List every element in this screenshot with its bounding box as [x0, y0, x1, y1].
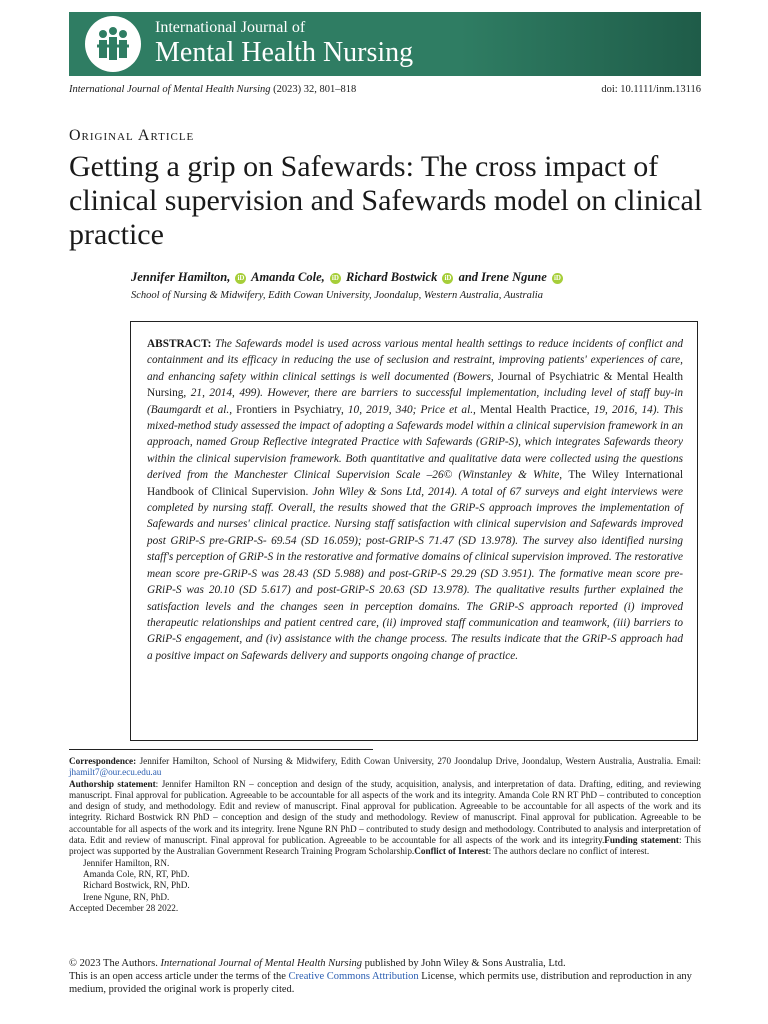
banner-texture [461, 12, 701, 76]
authorship-text: : Jennifer Hamilton RN – conception and design of the study, acquisition, analysis, and interpretation of data. Drafting, editing, and reviewing manuscript. Final approval for publication. Agreeable to be accountable for all aspects of the work and its integrity. Amanda Cole RN RT PhD – contributed to conception and design of study, and methodology. Edit and review of manuscript. Final approval for publication. Agreeable to be accountable for all aspects of the work and its integrity. Richard Bostwick RN PhD – conception and design of the study and methodology. Review of manuscript. Final approval for publication. Agreeable to be accountable for all aspects of the work and its integrity. Irene Ngune RN PhD – contributed to study design and methodology. Contributed to analysis and interpretation of data. Edit and review of manuscript. Final approval for publication. Agreeable to be accountable for all aspects of the work and its integrity. [69, 778, 701, 846]
abstract-text: John Wiley & Sons Ltd, 2014). A total of 67 surveys and eight interviews were completed by nursing staff. Overall, the results showed that the GRiP-S approach improves the implementation of Safewards and nurses' clinical practice. Nursing staff satisfaction with clinical supervision and Safewards improved post GRiP-S pre-GRIP-S- 69.54 (SD 16.059); post-GRIP-S 71.47 (SD 13.978). The survey also identified nursing staff's perception of GRiP-S in the restorative and formative domains of clinical supervision improved. The restorative mean score pre-GRiP-S was 28.43 (SD 5.988) and post-GRiP-S 29.29 (SD 3.951). The formative mean score pre-GRiP-S was 20.10 (SD 5.617) and post-GRiP-S 20.63 (SD 13.978). The qualitative results further explained the satisfaction levels and the changes seen in perception domains. The GRiP-S approach reported (i) improved therapeutic relationships and patient centred care, (ii) improved staff communication and teamwork, (iii) barriers to GRiP-S engagement, and (iv) assistance with the change process. The results indicate that the GRiP-S approach had a positive impact on Safewards delivery and supports ongoing change of practice. [147, 485, 684, 662]
abstract-text: 19, 2016, 14). This mixed-method study assessed the impact of adopting a Safewards model within a clinical supervision framework in an approach, named Group Reflective integrated Practice with Safewards (GRiP-S), which integrates Safewards theory within the clinical supervision framework. Both quantitative and qualitative data were collected using the questions derived from the Manchester Clinical Supervision Scale –26© (Winstanley & White, [147, 403, 683, 482]
citation-journal: International Journal of Mental Health Nursing [69, 84, 271, 95]
license-text-post: License, which permits use, distribution and reproduction in any medium, provided the original work is properly cited. [69, 971, 692, 995]
license-line [69, 970, 701, 996]
credit-line: Irene Ngune, RN, PhD. [83, 891, 170, 902]
orcid-icon[interactable]: iD [444, 273, 452, 282]
conflict-text: : The authors declare no conflict of interest. [488, 846, 650, 857]
copyright-line [69, 957, 701, 970]
author-name[interactable]: Jennifer Hamilton, [131, 270, 231, 284]
license-text-pre: This is an open access article under the terms of the [69, 971, 289, 982]
abstract-label: ABSTRACT: [147, 338, 212, 350]
correspondence-note [69, 756, 701, 779]
license-block [69, 957, 701, 996]
journal-name-line2: Mental Health Nursing [155, 37, 414, 68]
copyright-journal: International Journal of Mental Health Nursing [160, 958, 363, 969]
footnote-divider [69, 749, 373, 750]
credit-line: Jennifer Hamilton, RN. [83, 857, 170, 868]
orcid-icon[interactable]: iD [331, 273, 339, 282]
abstract-text: 10, 2019, 340; Price et al., [343, 403, 480, 416]
author-name[interactable]: Amanda Cole, [251, 270, 325, 284]
author-name[interactable]: Richard Bostwick [346, 270, 438, 284]
funding-text: : This project was supported by the Australian Government Research Training Program Scholarship. [69, 835, 701, 857]
affiliation: School of Nursing & Midwifery, Edith Cowan University, Joondalup, Western Australia, Australia [131, 290, 543, 301]
citation [69, 84, 356, 95]
article-title: Getting a grip on Safewards: The cross impact of clinical supervision and Safewards model on clinical practice [69, 150, 703, 251]
journal-name-line1: International Journal of [155, 19, 306, 36]
abstract-journal-ref: Journal of Psychiatric & Mental Health Nursing, [147, 370, 683, 400]
author-list [131, 270, 691, 285]
orcid-icon[interactable]: iD [237, 273, 245, 282]
authorship-label: Authorship statement [69, 778, 156, 789]
abstract-journal-ref: Mental Health Practice, [480, 403, 590, 416]
abstract-text: 21, 2014, 499). However, there are barriers to successful implementation, including level of staff buy-in (Baumgardt et al., [147, 387, 683, 416]
citation-volume: (2023) 32, 801–818 [270, 84, 357, 95]
correspondence-email-link[interactable]: jhamilt7@our.ecu.edu.au [69, 767, 162, 778]
correspondence-text: Jennifer Hamilton, School of Nursing & Midwifery, Edith Cowan University, 270 Joondalup Drive, Joondalup, Western Australia, Australia. Email: [136, 756, 701, 766]
doi[interactable]: doi: 10.1111/inm.13116 [601, 84, 701, 95]
abstract-book-ref: The Wiley International Handbook of Clinical Supervision. [147, 469, 683, 498]
conflict-label: Conflict of Interest [414, 846, 489, 857]
journal-banner [69, 12, 701, 76]
copyright-pre: © 2023 The Authors. [69, 958, 161, 969]
footnotes [69, 756, 701, 914]
copyright-post: published by John Wiley & Sons Australia, Ltd. [362, 958, 566, 969]
journal-logo-icon [85, 16, 141, 72]
correspondence-label: Correspondence: [69, 756, 137, 766]
abstract-journal-ref: Frontiers in Psychiatry, [236, 403, 344, 416]
credit-line: Amanda Cole, RN, RT, PhD. [83, 868, 190, 879]
author-name[interactable]: and Irene Ngune [458, 270, 547, 284]
accepted-date: Accepted December 28 2022. [69, 902, 179, 913]
orcid-icon[interactable]: iD [553, 273, 561, 282]
funding-label: Funding statement [604, 835, 679, 846]
credit-line: Richard Bostwick, RN, PhD. [83, 880, 190, 891]
cc-license-link[interactable]: Creative Commons Attribution [288, 971, 419, 982]
abstract-box [130, 321, 698, 741]
section-label: Original Article [69, 127, 195, 144]
statements-note [69, 779, 701, 858]
abstract-text: The Safewards model is used across various mental health settings to reduce incidents of conflict and containment and its efficacy in reducing the use of seclusion and restraint, improving patients' experiences of care, and enhancing safety within clinical settings is well documented (Bowers, [147, 338, 683, 383]
